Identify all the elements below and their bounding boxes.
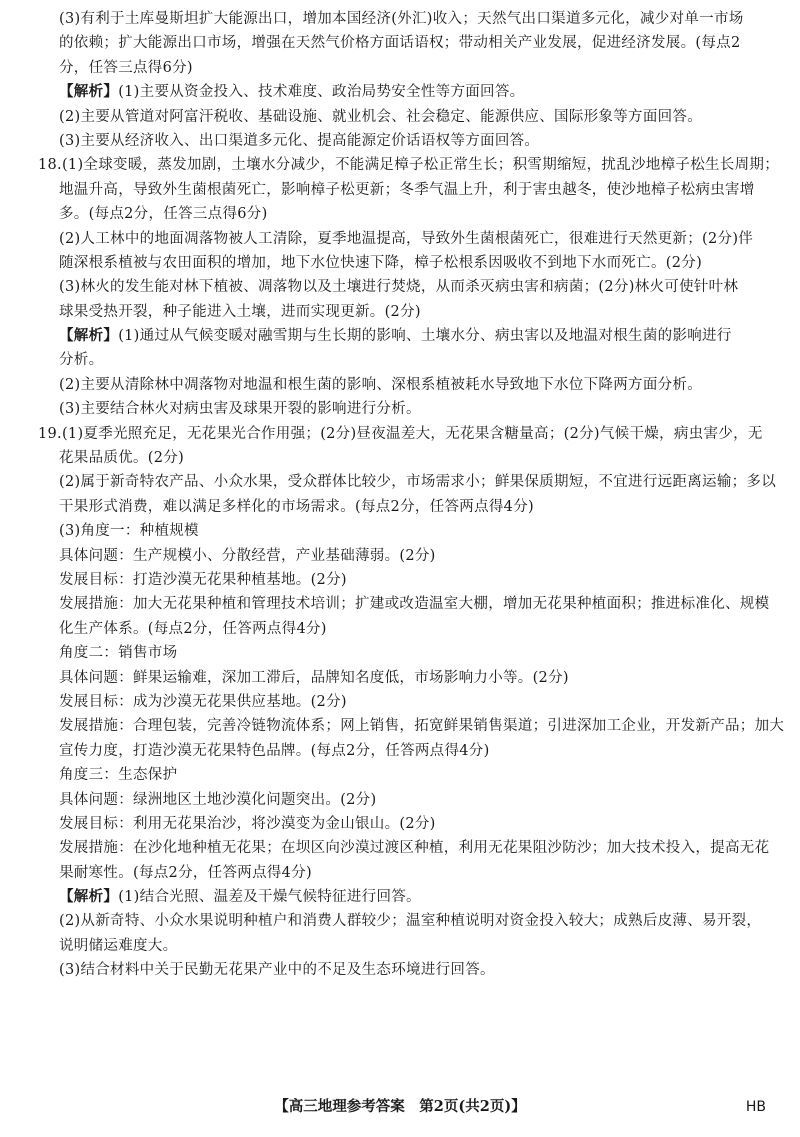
text-line [0, 861, 800, 885]
line-text: (2)人工林中的地面凋落物被人工清除，夏季地温提高，导致外生菌根菌死亡，很难进行天然更新；(2分)伴 [59, 230, 754, 247]
text-line [0, 934, 800, 958]
analysis-tag: 【解析】 [59, 327, 119, 345]
line-text: 说明储运难度大。 [59, 937, 178, 954]
text-line [0, 373, 800, 397]
text-line [0, 153, 800, 177]
line-text: 角度三：生态保护 [59, 767, 178, 784]
line-text: 具体问题：生产规模小、分散经营，产业基础薄弱。(2分) [59, 547, 436, 564]
line-text: (3)林火的发生能对林下植被、凋落物以及土壤进行焚烧，从而杀灭病虫害和病菌；(2分)林火可使针叶林 [59, 279, 739, 296]
line-text: 宣传力度，打造沙漠无花果特色品牌。(每点2分，任答两点得4分) [59, 742, 490, 759]
line-text: (2)主要从管道对阿富汗税收、基础设施、就业机会、社会稳定、能源供应、国际形象等方面回答。 [59, 108, 703, 125]
line-text: (2)属于新奇特农产品、小众水果，受众群体比较少，市场需求小；鲜果保质期短，不宜进行远距离运输；多以 [59, 474, 777, 491]
line-text: (3)结合材料中关于民勤无花果产业中的不足及生态环境进行回答。 [59, 962, 495, 979]
line-text: 具体问题：鲜果运输难，深加工滞后，品牌知名度低，市场影响力小等。(2分) [59, 669, 569, 686]
line-text: (3)主要结合林火对病虫害及球果开裂的影响进行分析。 [59, 401, 421, 418]
line-text: (1)通过从气候变暖对融雪期与生长期的影响、土壤水分、病虫害以及地温对根生菌的影响进行 [118, 328, 732, 345]
text-line [0, 446, 800, 470]
text-line [0, 909, 800, 933]
line-text: 分析。 [59, 352, 104, 369]
line-text: (1)主要从资金投入、技术难度、政治局势安全性等方面回答。 [118, 84, 525, 101]
line-text: 19.(1)夏季光照充足，无花果光合作用强；(2分)昼夜温差大，无花果含糖量高；(2分)气候干燥，病虫害少，无 [38, 425, 763, 442]
line-text: 多。(每点2分，任答三点得6分) [59, 206, 268, 223]
text-line [0, 202, 800, 226]
text-line [0, 56, 800, 80]
footer-title: 【高三地理参考答案 第2页(共2页)】 [274, 1098, 526, 1115]
line-text: 角度二：销售市场 [59, 645, 178, 662]
line-text: 发展目标：成为沙漠无花果供应基地。(2分) [59, 693, 347, 710]
line-text: 发展目标：利用无花果治沙，将沙漠变为金山银山。(2分) [59, 815, 436, 832]
page-footer [0, 1095, 800, 1119]
text-line [0, 105, 800, 129]
line-text: 球果受热开裂，种子能进入土壤，进而实现更新。(2分) [59, 303, 421, 320]
text-line [0, 641, 800, 665]
line-text: 随深根系植被与农田面积的增加，地下水位快速下降，樟子松根系因吸收不到地下水而死亡。(2分) [59, 254, 703, 271]
line-text: 具体问题：绿洲地区土地沙漠化问题突出。(2分) [59, 791, 377, 808]
line-text: 发展目标：打造沙漠无花果种植基地。(2分) [59, 571, 347, 588]
text-line [0, 397, 800, 421]
text-line [0, 592, 800, 616]
text-line [0, 324, 800, 348]
text-line [0, 763, 800, 787]
text-line [0, 422, 800, 446]
text-line [0, 495, 800, 519]
text-line [0, 568, 800, 592]
line-text: 化生产体系。(每点2分，任答两点得4分) [59, 620, 327, 637]
line-text: 果耐寒性。(每点2分，任答两点得4分) [59, 864, 312, 881]
text-line [0, 690, 800, 714]
line-text: 的依赖；扩大能源出口市场，增强在天然气价格方面话语权；带动相关产业发展，促进经济发展。(每点2 [59, 35, 741, 52]
text-line [0, 836, 800, 860]
analysis-tag: 【解析】 [59, 83, 119, 101]
text-line [0, 300, 800, 324]
text-line [0, 714, 800, 738]
analysis-tag: 【解析】 [59, 888, 119, 906]
text-line [0, 275, 800, 299]
text-line [0, 251, 800, 275]
line-text: (2)主要从清除林中凋落物对地温和根生菌的影响、深根系植被耗水导致地下水位下降两方面分析。 [59, 376, 703, 393]
footer-code: HB [745, 1099, 766, 1115]
line-text: 18.(1)全球变暖，蒸发加剧，土壤水分减少，不能满足樟子松正常生长；积雪期缩短，扰乱沙地樟子松生长周期； [38, 157, 779, 174]
text-line [0, 885, 800, 909]
line-text: (3)有利于土库曼斯坦扩大能源出口，增加本国经济(外汇)收入；天然气出口渠道多元化，减少对单一市场 [59, 11, 744, 27]
line-text: 花果品质优。(2分) [59, 450, 185, 467]
text-line [0, 178, 800, 202]
line-text: 分，任答三点得6分) [59, 59, 193, 76]
text-line [0, 348, 800, 372]
line-text: (3)主要从经济收入、出口渠道多元化、提高能源定价话语权等方面回答。 [59, 132, 540, 149]
text-line [0, 227, 800, 251]
text-line [0, 129, 800, 153]
line-text: 发展措施：在沙化地种植无花果；在坝区向沙漠过渡区种植，利用无花果阻沙防沙；加大技术投入，提高无花 [59, 840, 770, 857]
text-line [0, 470, 800, 494]
answer-text-body [0, 7, 800, 983]
text-line [0, 739, 800, 763]
line-text: 发展措施：合理包装，完善冷链物流体系；网上销售，拓宽鲜果销售渠道；引进深加工企业，开发新产品；加大 [59, 718, 785, 735]
text-line [0, 812, 800, 836]
text-line [0, 519, 800, 543]
text-line [0, 958, 800, 982]
text-line [0, 544, 800, 568]
line-text: (2)从新奇特、小众水果说明种植户和消费人群较少；温室种植说明对资金投入较大；成熟后皮薄、易开裂， [59, 913, 762, 930]
text-line [0, 666, 800, 690]
line-text: 干果形式消费，难以满足多样化的市场需求。(每点2分，任答两点得4分) [59, 498, 534, 515]
line-text: 地温升高，导致外生菌根菌死亡，影响樟子松更新；冬季气温上升，利于害虫越冬，使沙地樟子松病虫害增 [59, 181, 755, 198]
text-line [0, 80, 800, 104]
line-text: (3)角度一：种植规模 [59, 523, 199, 540]
text-line [0, 617, 800, 641]
line-text: 发展措施：加大无花果种植和管理技术培训；扩建或改造温室大棚，增加无花果种植面积；推进标准化、规模 [59, 596, 770, 613]
line-text: (1)结合光照、温差及干燥气候特征进行回答。 [118, 889, 421, 906]
text-line [0, 31, 800, 55]
text-line [0, 7, 800, 31]
text-line [0, 788, 800, 812]
